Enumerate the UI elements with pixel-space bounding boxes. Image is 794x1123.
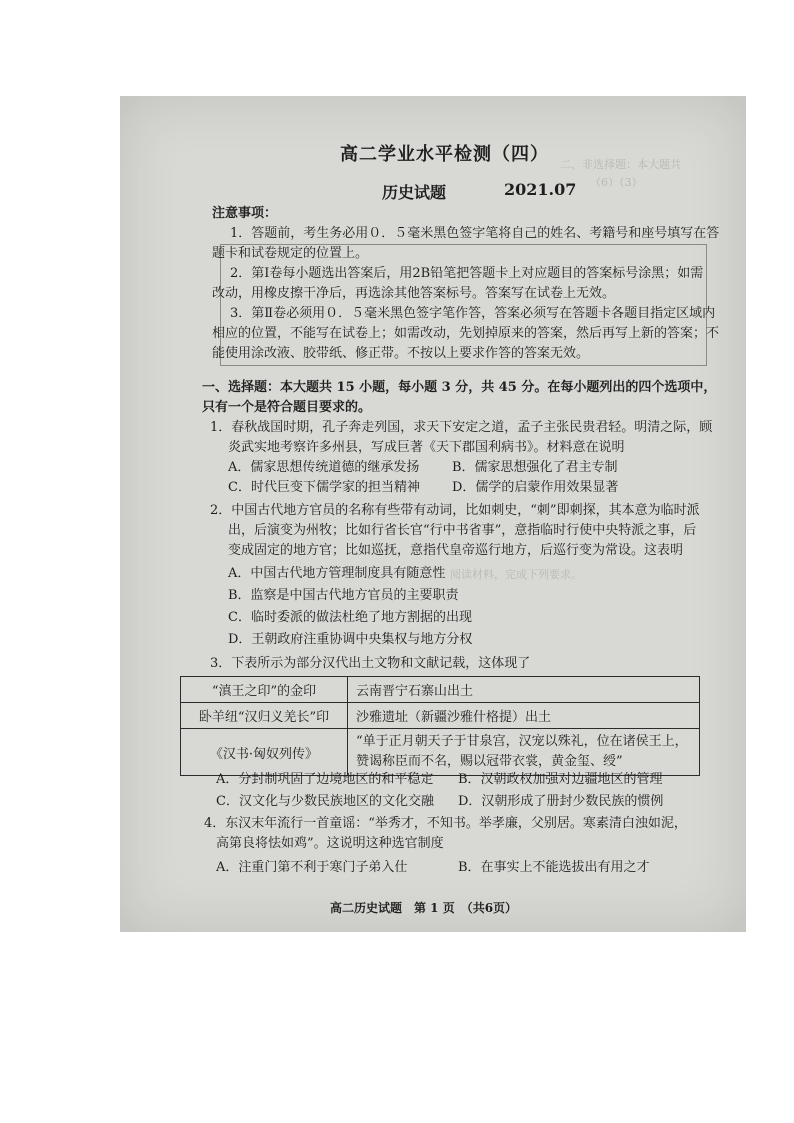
question-2-option-b: B．监察是中国古代地方官员的主要职责 bbox=[228, 588, 459, 603]
question-2-stem: 2．中国古代地方官员的名称有些带有动词，比如刺史，“刺”即刺探，其本意为临时派 bbox=[210, 503, 700, 518]
page-footer: 高二历史试题 第 1 页 （共6页） bbox=[330, 901, 518, 915]
question-1-option-a: A．儒家思想传统道德的继承发扬 bbox=[228, 460, 420, 475]
question-1-option-b: B．儒家思想强化了君主专制 bbox=[452, 460, 618, 475]
table-cell: 卧羊纽“汉归义羌长”印 bbox=[181, 703, 348, 729]
notice-line: 相应的位置，不能写在试卷上；如需改动，先划掉原来的答案，然后再写上新的答案；不 bbox=[212, 326, 720, 341]
question-4-stem: 4．东汉末年流行一首童谣：“举秀才，不知书。举孝廉，父别居。寒素清白浊如泥， bbox=[204, 816, 687, 831]
table-cell: 沙雅遗址（新疆沙雅什格提）出土 bbox=[348, 703, 700, 729]
bleed-through-text: （6）（3） bbox=[590, 176, 643, 189]
question-2-option-a: A．中国古代地方管理制度具有随意性 bbox=[228, 566, 446, 581]
bleed-through-text: 阅读材料，完成下列要求。 bbox=[450, 568, 582, 581]
question-1-stem: 炎武实地考察许多州县，写成巨著《天下郡国利病书》。材料意在说明 bbox=[228, 440, 625, 455]
question-4-option-a: A．注重门第不利于寒门子弟入仕 bbox=[216, 860, 408, 875]
table-cell: “单于正月朝天子于甘泉宫，汉宠以殊礼，位在诸侯王上，赞谒称臣而不名，赐以冠带衣裳，黄金玺、绶” bbox=[348, 729, 700, 776]
exam-date: 2021.07 bbox=[504, 180, 577, 199]
question-2-stem: 变成固定的地方官；比如巡抚，意指代皇帝巡行地方，后巡行变为常设。这表明 bbox=[228, 543, 684, 558]
notice-heading: 注意事项： bbox=[212, 206, 278, 221]
section-heading: 只有一个是符合题目要求的。 bbox=[202, 400, 372, 415]
photo-background bbox=[120, 96, 746, 932]
table-cell: 《汉书·匈奴列传》 bbox=[181, 729, 348, 776]
notice-line: 能使用涂改液、胶带纸、修正带。不按以上要求作答的答案无效。 bbox=[212, 346, 590, 361]
table-cell: “滇王之印”的金印 bbox=[181, 677, 348, 703]
question-1-option-d: D．儒学的启蒙作用效果显著 bbox=[452, 480, 619, 495]
question-2-stem: 出，后演变为州牧；比如行省长官“行中书省事”，意指临时行使中央特派之事，后 bbox=[228, 523, 697, 538]
question-1-option-c: C．时代巨变下儒学家的担当精神 bbox=[228, 480, 420, 495]
question-4-option-b: B．在事实上不能选拔出有用之才 bbox=[458, 860, 650, 875]
table-row bbox=[181, 677, 700, 703]
question-3-option-c: C．汉文化与少数民族地区的文化交融 bbox=[216, 794, 434, 809]
question-3-option-d: D．汉朝形成了册封少数民族的惯例 bbox=[458, 794, 664, 809]
table-row bbox=[181, 703, 700, 729]
notice-line: 3．第Ⅱ卷必须用０．５毫米黑色签字笔作答，答案必须写在答题卡各题目指定区域内 bbox=[230, 306, 716, 321]
question-4-stem: 高第良将怯如鸡”。这说明这种选官制度 bbox=[216, 836, 444, 851]
notice-line: 题卡和试卷规定的位置上。 bbox=[212, 246, 369, 261]
question-3-option-a: A．分封制巩固了边境地区的和平稳定 bbox=[216, 772, 434, 787]
notice-line: 2．第Ⅰ卷每小题选出答案后，用2B铅笔把答题卡上对应题目的答案标号涂黑；如需 bbox=[230, 266, 704, 281]
notice-line: 改动，用橡皮擦干净后，再选涂其他答案标号。答案写在试卷上无效。 bbox=[212, 286, 616, 301]
section-heading: 一、选择题：本大题共 15 小题，每小题 3 分，共 45 分。在每小题列出的四个选项中， bbox=[202, 380, 717, 395]
question-1-stem: 1．春秋战国时期，孔子奔走列国，求天下安定之道，孟子主张民贵君轻。明清之际，顾 bbox=[210, 420, 713, 435]
subject-title: 历史试题 bbox=[382, 183, 447, 202]
question-2-option-c: C．临时委派的做法杜绝了地方割据的出现 bbox=[228, 610, 472, 625]
page-title: 高二学业水平检测（四） bbox=[340, 144, 549, 165]
question-2-option-d: D．王朝政府注重协调中央集权与地方分权 bbox=[228, 632, 473, 647]
table-cell: 云南晋宁石寨山出土 bbox=[348, 677, 700, 703]
notice-line: 1．答题前，考生务必用０．５毫米黑色签字笔将自己的姓名、考籍号和座号填写在答 bbox=[230, 226, 720, 241]
question-3-stem: 3．下表所示为部分汉代出土文物和文献记载，这体现了 bbox=[210, 656, 531, 671]
artifact-table bbox=[180, 676, 700, 776]
exam-page bbox=[120, 96, 746, 932]
bleed-through-text: 二、非选择题：本大题共 bbox=[560, 158, 681, 171]
question-3-option-b: B．汉朝政权加强对边疆地区的管理 bbox=[458, 772, 663, 787]
table-row bbox=[181, 729, 700, 776]
